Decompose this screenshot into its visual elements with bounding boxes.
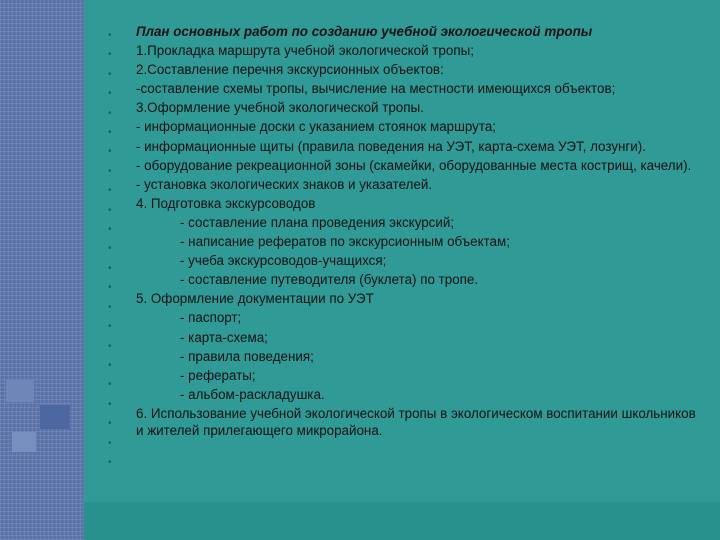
list-item: - составление плана проведения экскурсий; <box>180 214 455 230</box>
list-item: 3.Оформление учебной экологической тропы. <box>136 100 424 116</box>
bullet: • <box>108 49 112 61</box>
list-item: - установка экологических знаков и указателей. <box>136 176 433 192</box>
bullet: • <box>108 88 112 100</box>
bottom-band <box>84 502 720 540</box>
list-item: 5. Оформление документации по УЭТ <box>136 291 374 307</box>
list-item: - карта-схема; <box>180 329 268 345</box>
bullet: • <box>108 68 112 80</box>
bullet: • <box>108 262 112 274</box>
bullet: • <box>108 301 112 313</box>
bullet: • <box>108 127 112 139</box>
list-item: 6. Использование учебной экологической тропы в экологическом воспитании школьников и жителей прилегающего микрорайона. <box>136 405 696 438</box>
bullet: • <box>108 359 112 371</box>
list-item: - паспорт; <box>180 310 242 326</box>
bullet: • <box>108 165 112 177</box>
bullet: • <box>108 437 112 449</box>
decorative-left-strip <box>0 0 84 540</box>
bullet: • <box>108 185 112 197</box>
bullet: • <box>108 107 112 119</box>
bullet: • <box>108 340 112 352</box>
bullet: • <box>108 146 112 158</box>
bullet: • <box>108 243 112 255</box>
bullet: • <box>108 418 112 430</box>
bullet: • <box>108 30 112 41</box>
decorative-tile <box>6 380 34 402</box>
decorative-tile <box>12 432 36 452</box>
bullet: • <box>108 456 112 468</box>
list-item: - правила поведения; <box>180 348 314 364</box>
bullet: • <box>108 398 112 410</box>
slide-title: План основных работ по созданию учебной экологической тропы <box>136 24 593 39</box>
bullet: • <box>108 224 112 236</box>
list-item: 1.Прокладка маршрута учебной экологической тропы; <box>136 43 474 59</box>
bullet: • <box>108 204 112 216</box>
list-item: - рефераты; <box>180 367 256 383</box>
list-item: - информационные доски с указанием стоянок маршрута; <box>136 119 496 135</box>
bullet: • <box>108 282 112 294</box>
list-item: - составление путеводителя (буклета) по тропе. <box>180 272 479 288</box>
bullet: • <box>108 379 112 391</box>
bullet-column <box>108 26 118 472</box>
list-item: - учеба экскурсоводов-учащихся; <box>180 253 387 269</box>
list-item: - информационные щиты (правила поведения на УЭТ, карта-схема УЭТ, лозунги). <box>136 138 646 154</box>
list-item: 4. Подготовка экскурсоводов <box>136 195 316 211</box>
slide-text <box>136 24 696 442</box>
list-item: - альбом-раскладушка. <box>180 386 325 402</box>
bullet: • <box>108 321 112 333</box>
list-item: - написание рефератов по экскурсионным объектам; <box>180 234 510 250</box>
list-item: -составление схемы тропы, вычисление на местности имеющихся объектов; <box>136 81 616 97</box>
list-item: 2.Составление перечня экскурсионных объектов: <box>136 62 444 78</box>
list-item: - оборудование рекреационной зоны (скамейки, оборудованные места кострищ, качели). <box>136 157 692 173</box>
decorative-tile <box>40 405 70 429</box>
